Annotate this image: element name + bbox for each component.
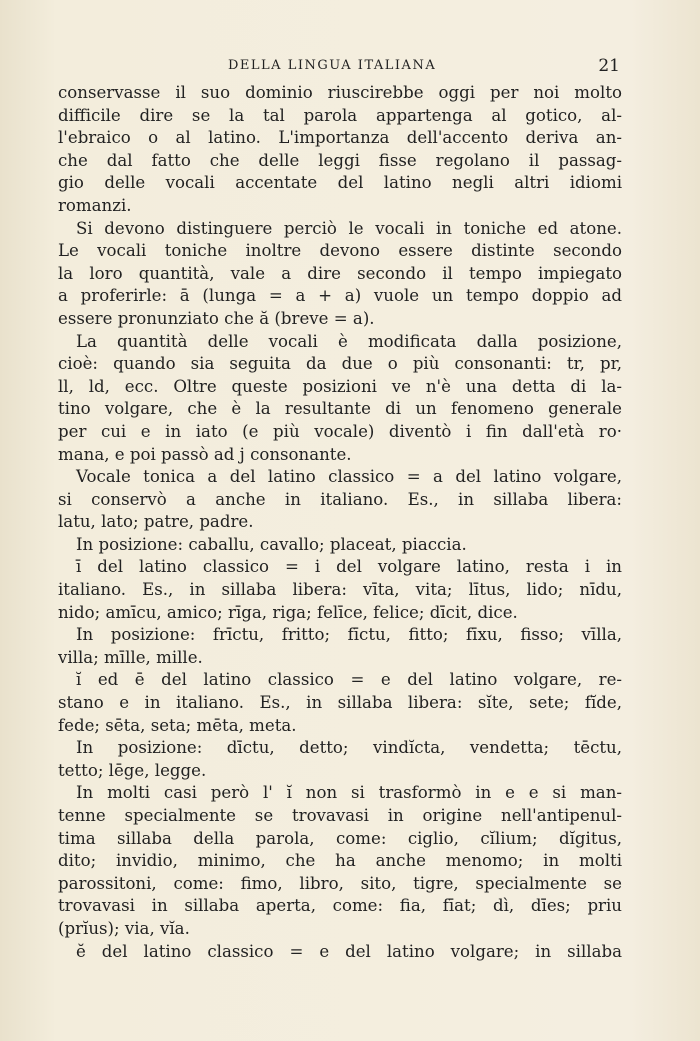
text-line: In posizione: frīctu, fritto; fīctu, fitto; fīxu, fisso; vīlla, [76, 625, 622, 645]
text-line: a proferirle: ā (lunga = a + a) vuole un tempo doppio ad [58, 286, 622, 306]
text-line: In posizione: dīctu, detto; vindĭcta, vendetta; tēctu, [76, 738, 622, 758]
text-line: (prĭus); via, vĭa. [58, 918, 190, 938]
text-line: tenne specialmente se trovavasi in origine nell'antipenul- [58, 806, 622, 825]
text-line: difficile dire se la tal parola appartenga al gotico, al- [58, 105, 622, 125]
page-header [58, 58, 620, 78]
text-line: ĭ ed ē del latino classico = e del latino volgare, re- [76, 670, 622, 690]
text-line: essere pronunziato che ă (breve = a). [58, 308, 375, 328]
text-line: In molti casi però l' ĭ non si trasformò in e e si man- [76, 783, 622, 803]
text-line: Le vocali toniche inoltre devono essere distinte secondo [58, 241, 622, 261]
text-line: la loro quantità, vale a dire secondo il tempo impiegato [58, 263, 622, 283]
text-line: gio delle vocali accentate del latino negli altri idiomi [58, 173, 622, 193]
text-line: ll, ld, ecc. Oltre queste posizioni ve n'è una detta di la- [58, 376, 622, 396]
text-line: che dal fatto che delle leggi fisse regolano il passag- [58, 150, 622, 170]
body-text [58, 82, 622, 963]
text-line: In posizione: caballu, cavallo; placeat, piaccia. [76, 534, 467, 554]
text-line: per cui e in iato (e più vocale) diventò i fin dall'età ro· [58, 421, 622, 441]
text-line: ī del latino classico = i del volgare latino, resta i in [76, 557, 622, 577]
text-line: si conservò a anche in italiano. Es., in sillaba libera: [58, 489, 622, 509]
text-line: La quantità delle vocali è modificata dalla posizione, [76, 331, 622, 351]
text-line: fede; sēta, seta; mēta, meta. [58, 715, 297, 735]
text-line: conservasse il suo dominio riuscirebbe oggi per noi molto [58, 83, 622, 102]
text-line: Si devono distinguere perciò le vocali in toniche ed atone. [76, 218, 622, 238]
text-line: latu, lato; patre, padre. [58, 512, 254, 532]
text-line: tetto; lēge, legge. [58, 760, 207, 780]
page-number: 21 [598, 56, 620, 76]
text-line: tino volgare, che è la resultante di un fenomeno generale [58, 399, 622, 419]
text-line: ĕ del latino classico = e del latino volgare; in sillaba [76, 941, 622, 961]
text-line: romanzi. [58, 195, 132, 215]
text-line: italiano. Es., in sillaba libera: vīta, vita; lītus, lido; nīdu, [58, 580, 622, 600]
text-line: stano e in italiano. Es., in sillaba libera: sĭte, sete; fĭde, [58, 693, 622, 713]
running-title: DELLA LINGUA ITALIANA [228, 58, 437, 73]
text-line: trovavasi in sillaba aperta, come: fia, fīat; dì, dīes; priu [58, 896, 622, 916]
text-line: mana, e poi passò ad j consonante. [58, 444, 352, 464]
text-line: l'ebraico o al latino. L'importanza dell'accento deriva an- [58, 128, 622, 148]
text-line: nido; amīcu, amico; rīga, riga; felīce, felice; dīcit, dice. [58, 602, 518, 622]
text-line: dito; invidio, minimo, che ha anche menomo; in molti [58, 851, 622, 871]
text-line: Vocale tonica a del latino classico = a del latino volgare, [76, 467, 622, 487]
text-line: villa; mīlle, mille. [58, 647, 203, 667]
text-line: tima sillaba della parola, come: ciglio, cĭlium; dĭgitus, [58, 828, 622, 848]
text-line: cioè: quando sia seguita da due o più consonanti: tr, pr, [58, 354, 622, 374]
text-line: parossitoni, come: fimo, libro, sito, tigre, specialmente se [58, 873, 622, 893]
